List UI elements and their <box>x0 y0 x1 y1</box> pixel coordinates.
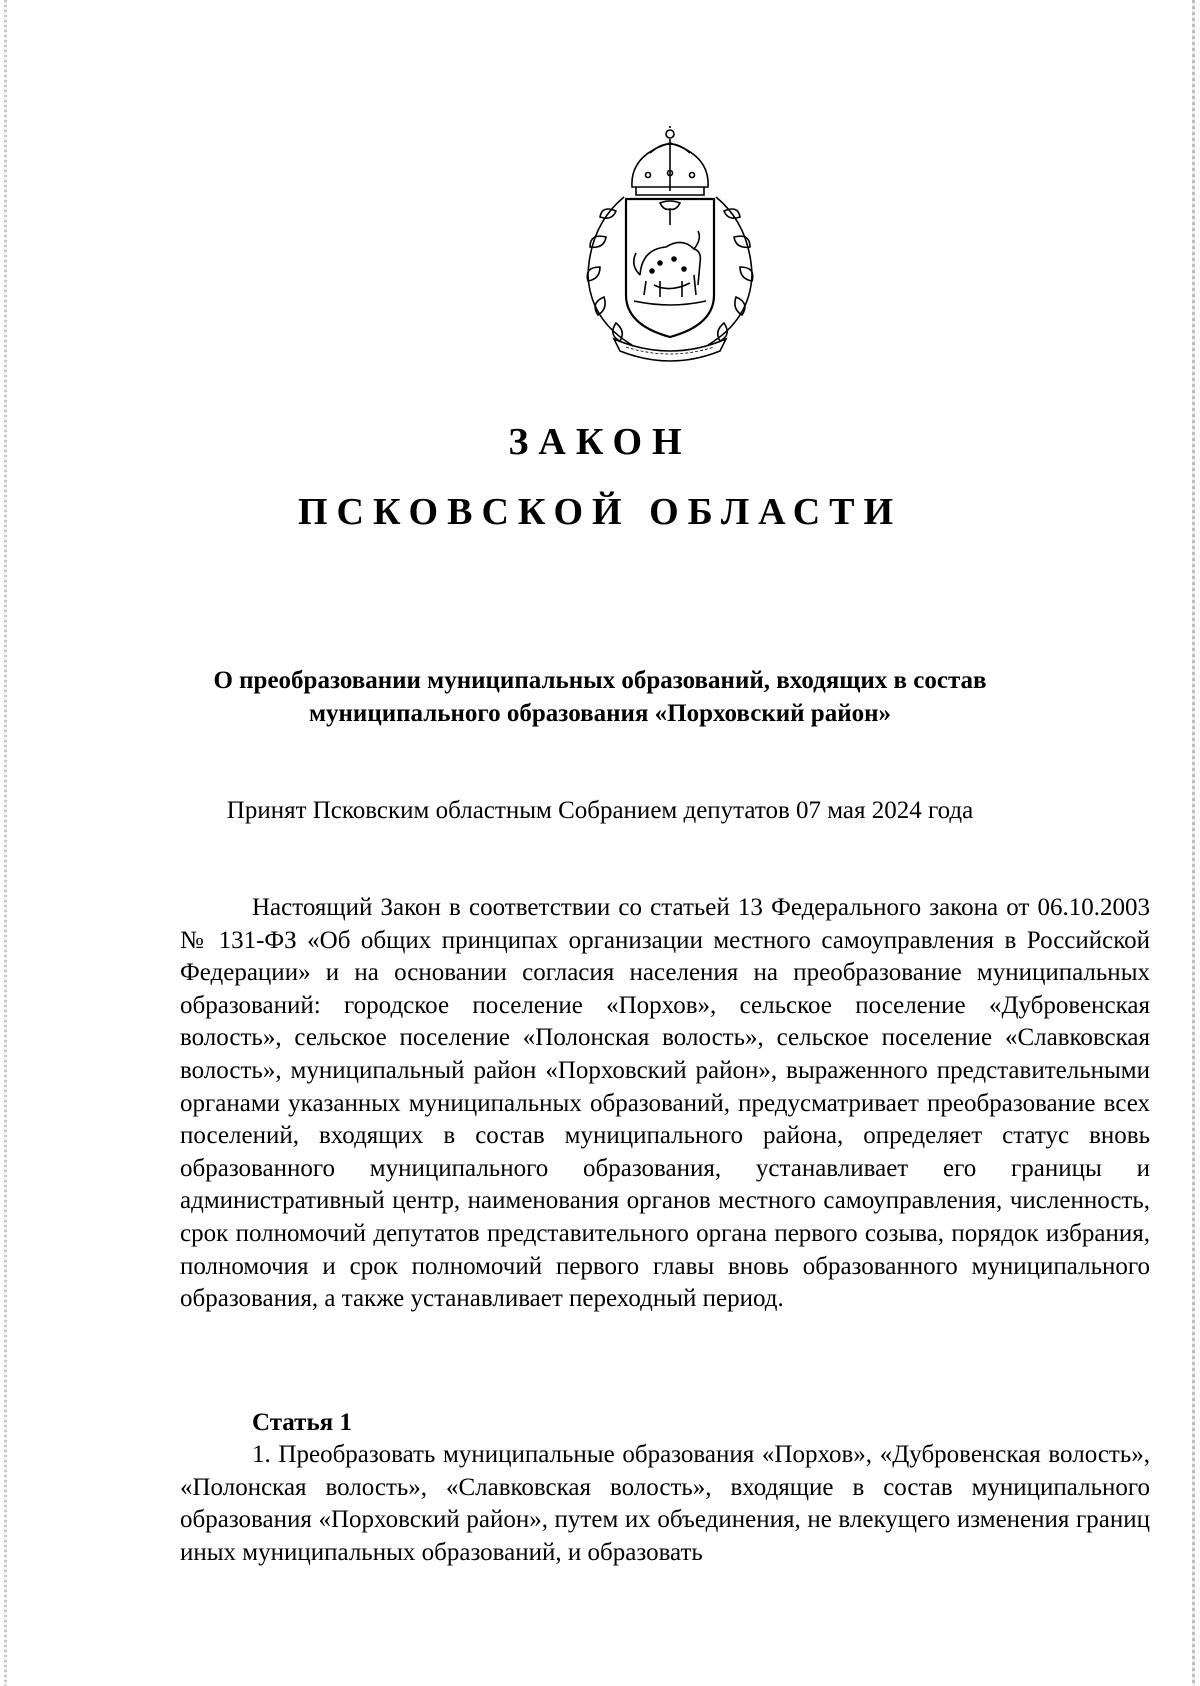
article-paragraph: 1. Преобразовать муниципальные образования «Порхов», «Дубровенская волость», «Полонская волость», «Славковская волость», входящие в состав муниципального образования «Порховский район», путем их объединения, не влекущего изменения границ иных муниципальных образований, и образовать <box>180 1441 1150 1566</box>
pskov-coat-of-arms-icon <box>570 125 770 365</box>
preamble-paragraph: Настоящий Закон в соответствии со статьей 13 Федерального закона от 06.10.2003 № 131-ФЗ «Об общих принципах организации местного самоуправления в Российской Федерации» и на основании согласия населения на преобразование муниципальных образований: городское поселение «Порхов», сельское поселение «Дубровенская волость», сельское поселение «Полонская волость», сельское поселение «Славковская волость», муниципальный район «Порховский район», выраженного представительными органами указанных муниципальных образований, предусматривает преобразование всех поселений, входящих в состав муниципального района, определяет статус вновь образованного муниципального образования, устанавливает его границы и административный центр, наименования органов местного самоуправления, численность, срок полномочий депутатов представительного органа первого созыва, порядок избрания, полномочия и срок полномочий первого главы вновь образованного муниципального образования, а также устанавливает переходный период. <box>180 894 1150 1313</box>
document-subject <box>180 664 1020 730</box>
article-heading: Статья 1 <box>252 1409 352 1436</box>
document-subject-line2: муниципального образования «Порховский район» <box>308 700 892 727</box>
law-title: ЗАКОН <box>508 421 692 463</box>
law-region-title: ПСКОВСКОЙ ОБЛАСТИ <box>297 491 903 533</box>
scan-edge-left <box>4 0 7 1686</box>
scan-edge-right <box>1192 0 1195 1686</box>
document-subject-line1: О преобразовании муниципальных образований, входящих в состав <box>213 667 987 694</box>
coat-of-arms-emblem <box>570 125 770 365</box>
adoption-statement: Принят Псковским областным Собранием депутатов 07 мая 2024 года <box>226 797 974 824</box>
